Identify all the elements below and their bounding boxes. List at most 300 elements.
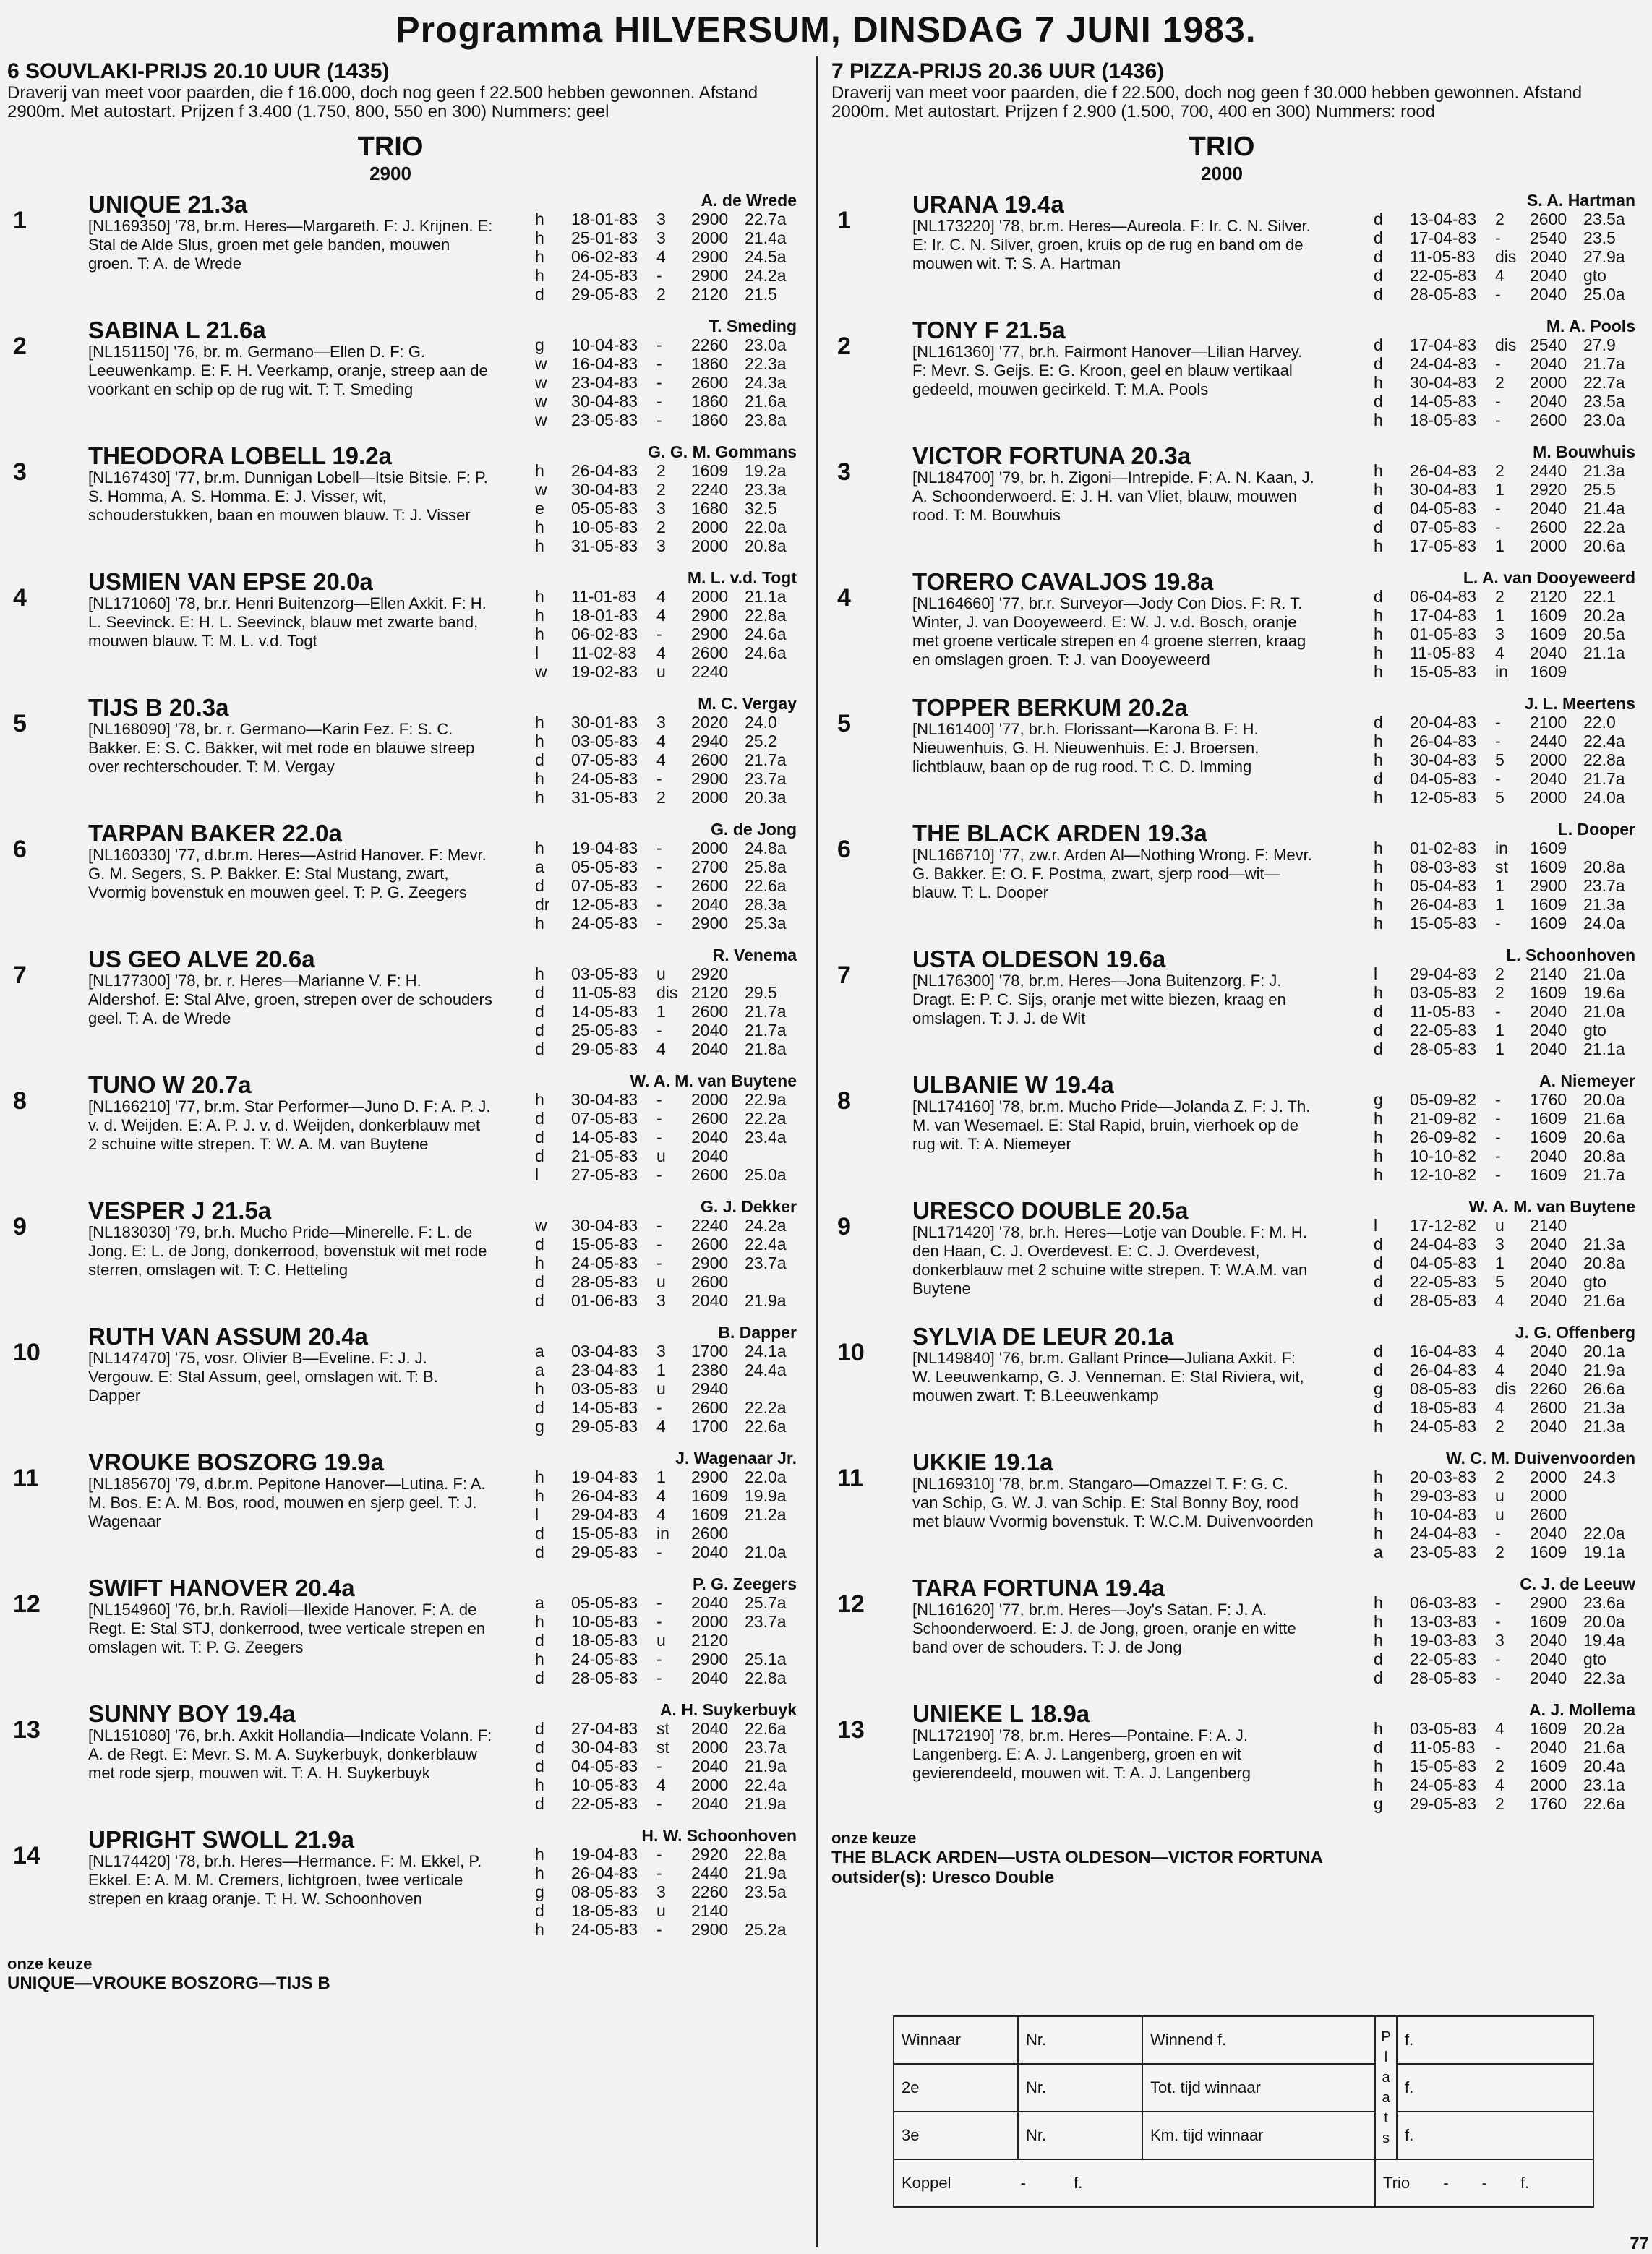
result-distance: 1860 [691, 411, 729, 429]
result-place: - [1495, 392, 1501, 411]
result-place: - [656, 335, 662, 354]
result-distance: 2600 [1530, 1398, 1567, 1417]
horse-results [535, 839, 797, 933]
result-distance: 2920 [1530, 480, 1567, 499]
result-time: 22.8a [1583, 750, 1625, 769]
result-place: dis [1495, 335, 1517, 354]
horse-number: 2 [13, 333, 27, 360]
result-track: h [535, 1254, 544, 1272]
result-distance: 1760 [1530, 1794, 1567, 1813]
result-distance: 2000 [691, 1775, 729, 1794]
result-row [535, 1920, 797, 1939]
result-time: 23.6a [1583, 1593, 1625, 1612]
result-place: 4 [656, 643, 666, 662]
result-date: 08-05-83 [571, 1882, 638, 1901]
horse-number: 13 [837, 1716, 865, 1744]
result-distance: 2040 [1530, 1021, 1567, 1040]
result-row [1374, 1738, 1635, 1757]
result-date: 11-05-83 [1410, 247, 1476, 266]
result-distance: 1680 [691, 499, 729, 518]
horse-results [1374, 335, 1635, 429]
result-row [1374, 1254, 1635, 1272]
result-track: g [1374, 1379, 1383, 1398]
result-time: 28.3a [745, 895, 787, 914]
result-place: dis [656, 983, 678, 1002]
result-time: 23.7a [1583, 876, 1625, 895]
result-row [1374, 1794, 1635, 1813]
horse-number: 5 [837, 710, 851, 737]
result-row [1374, 1090, 1635, 1109]
result-track: d [535, 1002, 544, 1021]
horse-entry [831, 1574, 1641, 1700]
result-date: 15-05-83 [1410, 662, 1477, 681]
result-place: 4 [656, 606, 666, 625]
horse-results [1374, 461, 1635, 555]
result-row [1374, 536, 1635, 555]
result-distance: 2040 [1530, 1147, 1567, 1165]
result-track: d [1374, 285, 1383, 304]
trio-heading: TRIO [357, 132, 424, 162]
f-label-3: f. [1397, 2112, 1593, 2159]
horse-trainer: L. Schoonhoven [1506, 946, 1635, 964]
result-time: 20.3a [745, 788, 787, 807]
result-place: - [656, 839, 662, 857]
horse-number: 5 [13, 710, 27, 737]
result-date: 26-04-83 [571, 461, 638, 480]
result-time: 25.1a [745, 1650, 787, 1668]
result-distance: 2140 [1530, 964, 1567, 983]
result-date: 12-10-82 [1410, 1165, 1477, 1184]
horse-number: 10 [13, 1339, 40, 1366]
result-distance: 2000 [691, 1612, 729, 1631]
result-place: - [656, 411, 662, 429]
result-date: 28-05-83 [571, 1668, 638, 1687]
result-place: - [1495, 1612, 1501, 1631]
result-time: 23.0a [745, 335, 787, 354]
result-track: d [535, 1235, 544, 1254]
result-place: - [1495, 914, 1501, 933]
result-distance: 2000 [691, 587, 729, 606]
result-track: h [535, 1090, 544, 1109]
result-track: h [535, 210, 544, 228]
result-time: 22.7a [1583, 373, 1625, 392]
result-track: h [535, 518, 544, 536]
result-distance: 1609 [1530, 1543, 1567, 1561]
result-distance: 2260 [1530, 1379, 1567, 1398]
result-place: - [1495, 1002, 1501, 1021]
horse-number: 1 [837, 207, 851, 234]
result-track: e [535, 499, 544, 518]
result-row [1374, 1417, 1635, 1436]
result-track: d [1374, 392, 1383, 411]
result-date: 24-05-83 [571, 914, 638, 933]
result-distance: 2140 [1530, 1216, 1567, 1235]
result-form [893, 2015, 1594, 2208]
trio-distance: 2000 [1201, 163, 1243, 184]
result-place: - [1495, 1090, 1501, 1109]
result-track: h [535, 247, 544, 266]
result-row [535, 228, 797, 247]
result-date: 24-05-83 [1410, 1417, 1477, 1436]
outsider-text: outsider(s): Uresco Double [831, 1868, 1055, 1887]
horse-info: [NL183030] '79, br.h. Mucho Pride—Minerelle. F: L. de Jong. E: L. de Jong, donkerrood, bovenstuk wit met rode sterren, omslagen wit. T: C. Hetteling [88, 1223, 487, 1279]
result-time: 21.3a [1583, 1235, 1625, 1254]
horse-results [1374, 964, 1635, 1058]
result-place: - [656, 1612, 662, 1631]
horse-trainer: A. de Wrede [701, 191, 797, 210]
result-track: d [535, 1794, 544, 1813]
result-place: - [656, 769, 662, 788]
result-distance: 2700 [691, 857, 729, 876]
result-date: 19-04-83 [571, 1467, 638, 1486]
result-place: 5 [1495, 788, 1505, 807]
result-track: d [1374, 499, 1383, 518]
result-distance: 2000 [1530, 1775, 1567, 1794]
result-row [1374, 983, 1635, 1002]
result-date: 30-04-83 [1410, 480, 1477, 499]
result-place: - [656, 1109, 662, 1128]
result-track: h [1374, 839, 1383, 857]
result-place: u [656, 1379, 666, 1398]
result-place: - [1495, 1128, 1501, 1147]
result-place: 2 [656, 518, 666, 536]
result-time: 22.6a [1583, 1794, 1625, 1813]
result-row [1374, 1147, 1635, 1165]
result-track: d [535, 1719, 544, 1738]
result-place: 3 [1495, 625, 1505, 643]
horse-trainer: S. A. Hartman [1527, 191, 1635, 210]
horse-trainer: A. J. Mollema [1529, 1700, 1635, 1719]
result-track: g [535, 1882, 544, 1901]
result-date: 18-05-83 [1410, 1398, 1477, 1417]
result-time: 24.4a [745, 1360, 787, 1379]
result-track: d [535, 1738, 544, 1757]
result-date: 30-04-83 [571, 392, 638, 411]
result-track: h [535, 769, 544, 788]
result-track: h [535, 1920, 544, 1939]
result-track: h [1374, 983, 1383, 1002]
horse-entry [831, 442, 1641, 568]
result-place: - [1495, 1668, 1501, 1687]
result-distance: 2900 [691, 769, 729, 788]
horse-name: USTA OLDESON 19.6a [912, 946, 1166, 972]
result-time: 21.0a [1583, 1002, 1625, 1021]
horse-info: [NL174420] '78, br.h. Heres—Hermance. F: M. Ekkel, P. Ekkel. E: A. M. M. Cremers, lichtgroen, twee verticale strepen en kraag oranje. T: H. W. Schoonhoven [88, 1852, 482, 1908]
result-time: 24.3a [745, 373, 787, 392]
result-date: 26-04-83 [1410, 461, 1477, 480]
result-row [535, 1668, 797, 1687]
horse-results [1374, 1342, 1635, 1436]
horse-results [535, 1216, 797, 1310]
horse-name: US GEO ALVE 20.6a [88, 946, 315, 972]
result-time: 25.0a [1583, 285, 1625, 304]
race-description: Draverij van meet voor paarden, die f 22.500, doch nog geen f 30.000 hebben gewonnen. Afstand 2000m. Met autostart. Prijzen f 2.900 (1.500, 700, 400 en 300) Nummers: rood [831, 83, 1583, 121]
result-track: d [535, 1757, 544, 1775]
result-time: 20.8a [1583, 1147, 1625, 1165]
result-place: - [1495, 1524, 1501, 1543]
result-row [1374, 1165, 1635, 1184]
result-track: d [1374, 1342, 1383, 1360]
result-track: h [1374, 1612, 1383, 1631]
result-place: 2 [1495, 1417, 1505, 1436]
result-row [535, 518, 797, 536]
result-distance: 2040 [691, 1147, 729, 1165]
result-distance: 2900 [691, 606, 729, 625]
result-time: 21.6a [1583, 1291, 1625, 1310]
result-distance: 2920 [691, 964, 729, 983]
result-time: 23.1a [1583, 1775, 1625, 1794]
result-date: 11-01-83 [571, 587, 637, 606]
result-place: 2 [1495, 461, 1505, 480]
result-distance: 2040 [691, 1128, 729, 1147]
result-place: - [656, 1254, 662, 1272]
result-time: 20.6a [1583, 1128, 1625, 1147]
horse-number: 4 [837, 584, 851, 612]
result-distance: 2600 [691, 1524, 729, 1543]
result-track: h [1374, 1593, 1383, 1612]
result-place: 2 [1495, 1794, 1505, 1813]
horse-name: VICTOR FORTUNA 20.3a [912, 442, 1191, 469]
result-row [1374, 1379, 1635, 1398]
result-distance: 2020 [691, 713, 729, 732]
result-time [1583, 1486, 1635, 1505]
result-date: 01-02-83 [1410, 839, 1477, 857]
result-time: 20.8a [1583, 857, 1625, 876]
result-place: 4 [1495, 1291, 1505, 1310]
result-track: d [535, 1109, 544, 1128]
result-row [1374, 914, 1635, 933]
result-row [1374, 713, 1635, 732]
result-row [1374, 1775, 1635, 1794]
horse-trainer: L. A. van Dooyeweerd [1463, 568, 1635, 587]
horse-name: TONY F 21.5a [912, 317, 1066, 343]
horse-info: [NL169310] '78, br.m. Stangaro—Omazzel T. F: G. C. van Schip, G. W. J. van Schip. E: Stal Bonny Boy, rood met blauw Vvormig bovenstuk. T: W.C.M. Duivenvoorden [912, 1475, 1314, 1530]
result-place: - [1495, 1147, 1501, 1165]
result-distance: 2600 [1530, 1505, 1567, 1524]
result-row [535, 732, 797, 750]
result-date: 29-04-83 [1410, 964, 1477, 983]
result-time: 22.8a [745, 606, 787, 625]
result-row [535, 1524, 797, 1543]
result-row [535, 266, 797, 285]
result-date: 07-05-83 [1410, 518, 1477, 536]
result-track: d [1374, 1360, 1383, 1379]
horse-trainer: W. A. M. van Buytene [630, 1071, 797, 1090]
result-date: 24-04-83 [1410, 354, 1477, 373]
result-distance: 1700 [691, 1342, 729, 1360]
result-distance: 2040 [1530, 1650, 1567, 1668]
result-time: 22.0a [745, 1467, 787, 1486]
result-track: d [535, 1021, 544, 1040]
horse-number: 14 [13, 1842, 40, 1869]
result-row [535, 857, 797, 876]
result-distance: 2000 [1530, 1486, 1567, 1505]
horse-entry [7, 946, 803, 1071]
horse-name: SYLVIA DE LEUR 20.1a [912, 1323, 1174, 1350]
race-header: 7 PIZZA-PRIJS 20.36 UUR (1436) [831, 59, 1165, 83]
result-track: h [535, 788, 544, 807]
result-distance: 2600 [691, 1398, 729, 1417]
horse-results [535, 1719, 797, 1813]
horse-trainer: G. J. Dekker [701, 1197, 797, 1216]
result-date: 22-05-83 [1410, 266, 1477, 285]
result-row [1374, 1650, 1635, 1668]
horse-results [535, 713, 797, 807]
result-track: h [1374, 606, 1383, 625]
result-track: h [1374, 1165, 1383, 1184]
result-distance: 2040 [691, 1040, 729, 1058]
result-distance: 1609 [1530, 1757, 1567, 1775]
result-distance: 2440 [1530, 461, 1567, 480]
result-row [535, 839, 797, 857]
result-distance: 2540 [1530, 228, 1567, 247]
result-time: 21.6a [1583, 1738, 1625, 1757]
result-time: 23.4a [745, 1128, 787, 1147]
result-time: 19.2a [745, 461, 787, 480]
result-place: u [1495, 1216, 1505, 1235]
result-track: d [535, 285, 544, 304]
result-track: d [535, 750, 544, 769]
keuze-text: THE BLACK ARDEN—USTA OLDESON—VICTOR FORTUNA [831, 1848, 1323, 1867]
horse-trainer: A. Niemeyer [1539, 1071, 1635, 1090]
result-track: h [1374, 750, 1383, 769]
result-date: 20-03-83 [1410, 1467, 1477, 1486]
result-distance: 2600 [691, 1235, 729, 1254]
result-track: g [1374, 1090, 1383, 1109]
result-row [1374, 1291, 1635, 1310]
result-date: 30-04-83 [1410, 373, 1477, 392]
horse-info: [NL147470] '75, vosr. Olivier B—Eveline. F: J. J. Vergouw. E: Stal Assum, geel, omslagen wit. T: B. Dapper [88, 1349, 438, 1405]
result-distance: 1609 [1530, 914, 1567, 933]
horse-results [535, 1593, 797, 1687]
result-place: 4 [656, 1040, 666, 1058]
result-row [535, 1291, 797, 1310]
result-track: d [535, 1398, 544, 1417]
result-row [535, 335, 797, 354]
result-track: h [535, 839, 544, 857]
horse-entry [831, 820, 1641, 946]
result-date: 24-05-83 [571, 769, 638, 788]
result-time: 22.8a [745, 1845, 787, 1864]
result-track: h [535, 1775, 544, 1794]
result-track: h [535, 606, 544, 625]
result-place: 4 [1495, 1775, 1505, 1794]
horse-entry [831, 317, 1641, 442]
race-7-column [831, 59, 1641, 1888]
result-row [535, 1165, 797, 1184]
result-time: 21.8a [745, 1040, 787, 1058]
result-row [535, 285, 797, 304]
result-date: 23-05-83 [571, 411, 638, 429]
winnaar-label: Winnaar [894, 2016, 1018, 2064]
result-distance: 2120 [691, 983, 729, 1002]
result-row [535, 461, 797, 480]
result-track: d [1374, 1235, 1383, 1254]
result-track: h [1374, 625, 1383, 643]
result-time: 21.1a [1583, 643, 1625, 662]
result-place: - [1495, 1650, 1501, 1668]
result-distance: 2000 [1530, 788, 1567, 807]
horse-number: 4 [13, 584, 27, 612]
result-time [1583, 1216, 1635, 1235]
result-track: d [1374, 1040, 1383, 1058]
result-place: 4 [656, 732, 666, 750]
horse-entry [831, 1700, 1641, 1826]
result-distance: 2000 [1530, 1467, 1567, 1486]
result-row [535, 1486, 797, 1505]
horse-trainer: A. H. Suykerbuyk [659, 1700, 797, 1719]
result-place: - [656, 1864, 662, 1882]
result-time: 24.6a [745, 625, 787, 643]
result-row [535, 1360, 797, 1379]
result-time: 21.7a [1583, 769, 1625, 788]
horse-number: 11 [13, 1465, 39, 1492]
result-track: d [1374, 354, 1383, 373]
result-place: - [656, 1398, 662, 1417]
result-date: 03-04-83 [571, 1342, 638, 1360]
result-track: h [1374, 1128, 1383, 1147]
result-row [1374, 1109, 1635, 1128]
horse-trainer: B. Dapper [718, 1323, 797, 1342]
result-place: 2 [1495, 210, 1505, 228]
result-distance: 1609 [1530, 606, 1567, 625]
result-time: 22.4a [745, 1235, 787, 1254]
horse-info: [NL171060] '78, br.r. Henri Buitenzorg—Ellen Axkit. F: H. L. Seevinck. E: H. L. Seevinck, blauw met zwarte band, mouwen blauw. T: M. L. v.d. Togt [88, 594, 487, 650]
result-place: 4 [1495, 266, 1505, 285]
result-track: d [535, 1040, 544, 1058]
result-track: d [1374, 266, 1383, 285]
result-track: a [535, 1342, 544, 1360]
result-row [1374, 876, 1635, 895]
result-time: 22.9a [745, 1090, 787, 1109]
result-row [535, 1379, 797, 1398]
horse-number: 6 [13, 836, 27, 863]
result-date: 19-04-83 [571, 1845, 638, 1864]
result-time: 32.5 [745, 499, 777, 518]
result-track: h [1374, 876, 1383, 895]
result-place: - [656, 1543, 662, 1561]
result-time [745, 1901, 797, 1920]
result-place: - [1495, 354, 1501, 373]
result-place: 2 [1495, 587, 1505, 606]
horse-number: 1 [13, 207, 27, 234]
result-place: 4 [1495, 1360, 1505, 1379]
result-place: - [656, 876, 662, 895]
result-place: 2 [1495, 373, 1505, 392]
result-distance: 2000 [691, 536, 729, 555]
column-divider [816, 56, 818, 2247]
horse-results [1374, 1090, 1635, 1184]
result-time [745, 1147, 797, 1165]
result-date: 17-04-83 [1410, 335, 1477, 354]
result-place: u [656, 662, 666, 681]
result-distance: 2040 [1530, 1417, 1567, 1436]
result-track: d [1374, 210, 1383, 228]
nr-label-3: Nr. [1018, 2112, 1142, 2159]
result-place: - [1495, 411, 1501, 429]
result-track: h [1374, 1524, 1383, 1543]
result-track: d [535, 1128, 544, 1147]
result-place: 4 [656, 1775, 666, 1794]
result-date: 03-05-83 [1410, 1719, 1477, 1738]
result-track: d [1374, 1021, 1383, 1040]
result-place: 1 [1495, 1254, 1505, 1272]
result-date: 23-04-83 [571, 373, 638, 392]
result-distance: 2000 [691, 839, 729, 857]
result-date: 18-01-83 [571, 210, 638, 228]
result-track: h [535, 732, 544, 750]
result-row [1374, 499, 1635, 518]
